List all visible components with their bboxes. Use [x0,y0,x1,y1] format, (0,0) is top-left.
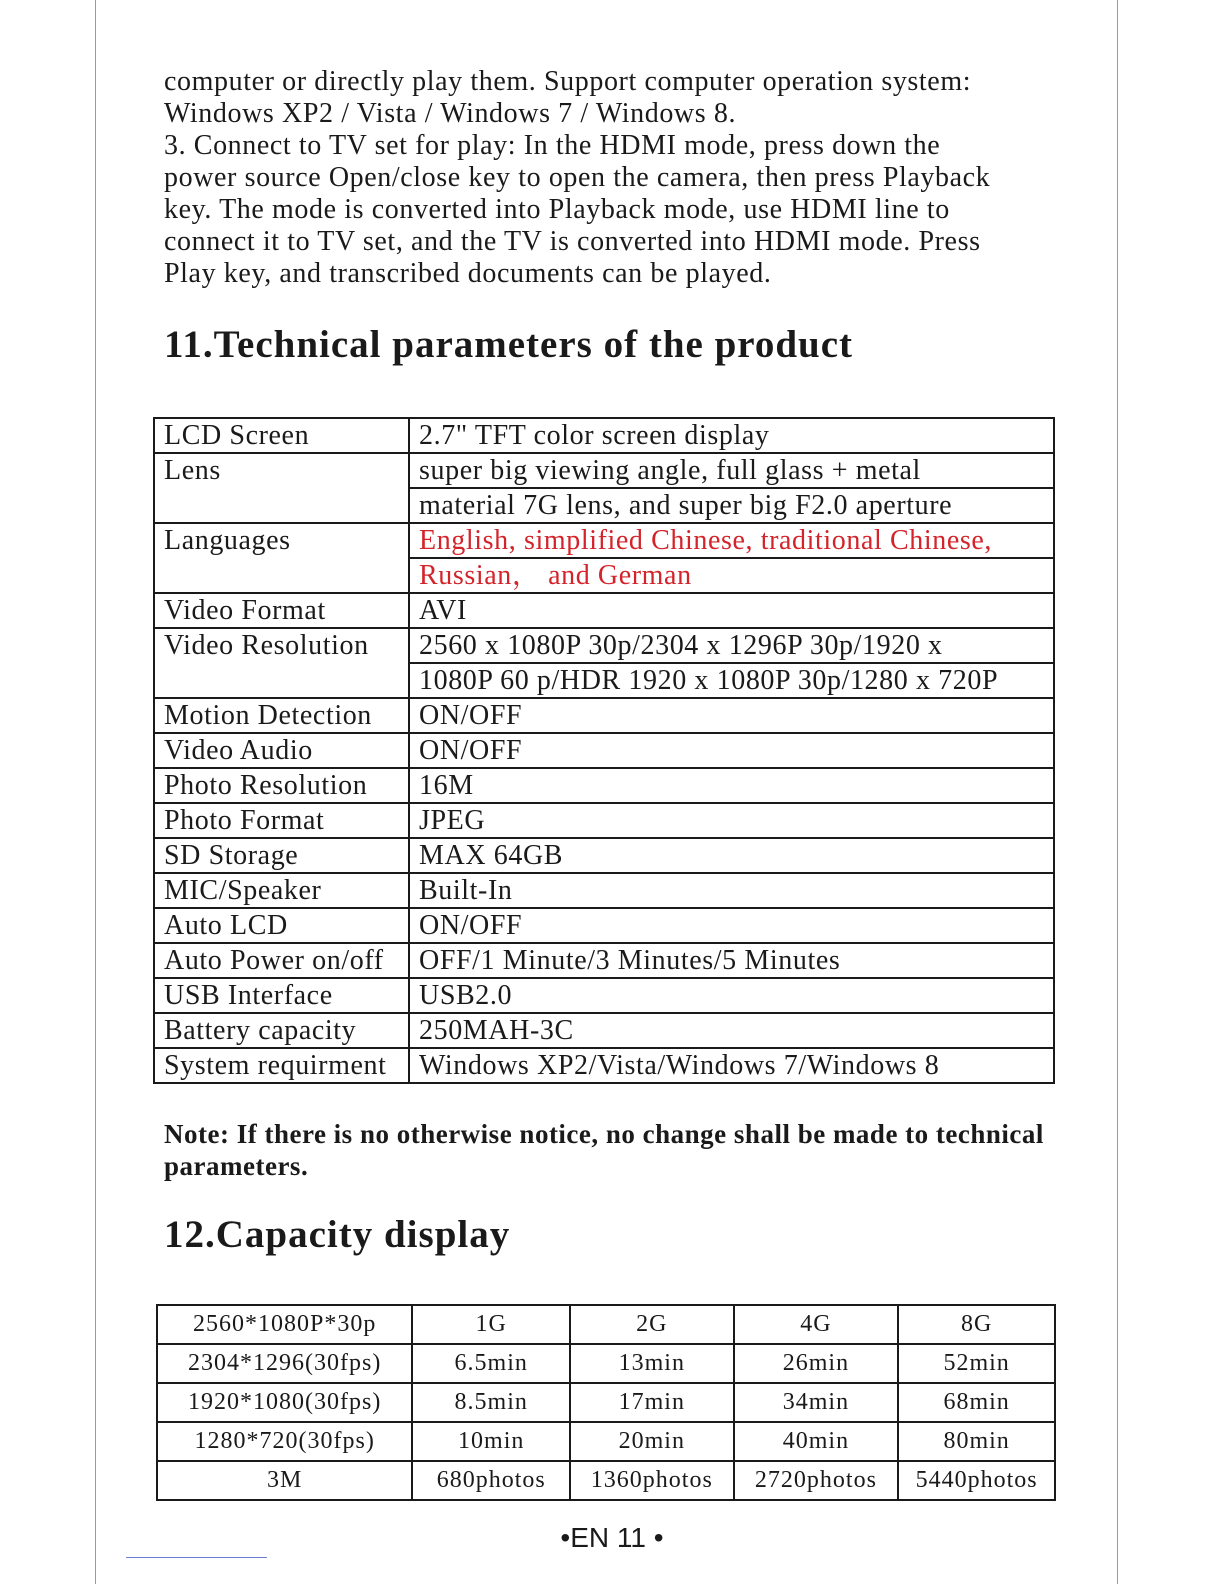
param-value: material 7G lens, and super big F2.0 aperture [409,488,1054,523]
table-cell: 20min [570,1422,734,1461]
capacity-table [156,1304,1056,1501]
intro-line: connect it to TV set, and the TV is converted into HDMI mode. Press [164,226,981,257]
table-row [154,1048,1054,1083]
table-cell: 1G [412,1305,570,1344]
section-12-title: 12.Capacity display [164,1213,511,1256]
param-value: 250MAH-3C [409,1013,1054,1048]
table-cell: 2720photos [734,1461,899,1500]
param-value: 1080P 60 p/HDR 1920 x 1080P 30p/1280 x 720P [409,663,1054,698]
table-row [154,873,1054,908]
page-border-right [1117,0,1118,1584]
param-name: USB Interface [154,978,409,1013]
table-cell: 26min [734,1344,899,1383]
param-value: AVI [409,593,1054,628]
table-cell: 1360photos [570,1461,734,1500]
table-row [154,593,1054,628]
param-name: Photo Format [154,803,409,838]
table-cell: 2G [570,1305,734,1344]
param-name: Video Format [154,593,409,628]
intro-line: computer or directly play them. Support computer operation system: [164,66,972,97]
table-cell: 8G [898,1305,1055,1344]
table-cell: 2304*1296(30fps) [157,1344,412,1383]
param-value: 16M [409,768,1054,803]
param-name: MIC/Speaker [154,873,409,908]
table-cell: 52min [898,1344,1055,1383]
table-row [154,838,1054,873]
technical-note: Note: If there is no otherwise notice, no change shall be made to technical parameters. [164,1119,1044,1181]
table-cell: 13min [570,1344,734,1383]
param-name: Battery capacity [154,1013,409,1048]
param-value: Built-In [409,873,1054,908]
table-cell: 80min [898,1422,1055,1461]
intro-line: 3. Connect to TV set for play: In the HDMI mode, press down the [164,130,941,161]
table-cell: 4G [734,1305,899,1344]
table-cell: 5440photos [898,1461,1055,1500]
param-value: JPEG [409,803,1054,838]
table-cell: 68min [898,1383,1055,1422]
param-value: ON/OFF [409,698,1054,733]
table-row [154,978,1054,1013]
table-row [154,803,1054,838]
table-row [157,1344,1055,1383]
intro-line: key. The mode is converted into Playback mode, use HDMI line to [164,194,950,225]
page-border-left [95,0,96,1584]
intro-line: Windows XP2 / Vista / Windows 7 / Windows 8. [164,98,737,129]
param-value: ON/OFF [409,908,1054,943]
section-11-title: 11.Technical parameters of the product [164,323,854,366]
table-row [157,1305,1055,1344]
intro-line: Play key, and transcribed documents can be played. [164,258,772,289]
table-row [154,628,1054,663]
technical-parameters-table [153,417,1055,1084]
table-row [154,943,1054,978]
intro-text [164,66,1064,290]
table-row [154,523,1054,558]
param-value: Windows XP2/Vista/Windows 7/Windows 8 [409,1048,1054,1083]
param-value: MAX 64GB [409,838,1054,873]
param-value: ON/OFF [409,733,1054,768]
table-row [154,768,1054,803]
param-value: OFF/1 Minute/3 Minutes/5 Minutes [409,943,1054,978]
table-row [157,1422,1055,1461]
table-cell: 6.5min [412,1344,570,1383]
param-value: 2.7" TFT color screen display [409,418,1054,453]
param-name: Photo Resolution [154,768,409,803]
page-number: •EN 11 • [560,1522,664,1553]
param-name: Languages [154,523,409,593]
param-name: Video Audio [154,733,409,768]
footnote-rule [126,1557,267,1558]
table-cell: 2560*1080P*30p [157,1305,412,1344]
table-cell: 1920*1080(30fps) [157,1383,412,1422]
table-cell: 34min [734,1383,899,1422]
table-cell: 1280*720(30fps) [157,1422,412,1461]
param-name: Auto Power on/off [154,943,409,978]
param-value: USB2.0 [409,978,1054,1013]
param-name: LCD Screen [154,418,409,453]
table-cell: 3M [157,1461,412,1500]
param-name: Motion Detection [154,698,409,733]
param-name: SD Storage [154,838,409,873]
param-name: Video Resolution [154,628,409,698]
param-name: System requirment [154,1048,409,1083]
table-cell: 680photos [412,1461,570,1500]
param-name: Auto LCD [154,908,409,943]
table-row [154,453,1054,488]
param-name: Lens [154,453,409,523]
param-value: super big viewing angle, full glass + metal [409,453,1054,488]
table-cell: 40min [734,1422,899,1461]
table-row [154,1013,1054,1048]
intro-line: power source Open/close key to open the camera, then press Playback [164,162,991,193]
table-cell: 17min [570,1383,734,1422]
param-value-highlighted: English, simplified Chinese, traditional Chinese, [409,523,1054,558]
table-row [154,733,1054,768]
table-cell: 10min [412,1422,570,1461]
table-cell: 8.5min [412,1383,570,1422]
table-row [157,1383,1055,1422]
table-row [154,698,1054,733]
table-row [157,1461,1055,1500]
table-row [154,908,1054,943]
param-value: 2560 x 1080P 30p/2304 x 1296P 30p/1920 x [409,628,1054,663]
param-value-highlighted: Russian， and German [409,558,1054,593]
table-row [154,418,1054,453]
